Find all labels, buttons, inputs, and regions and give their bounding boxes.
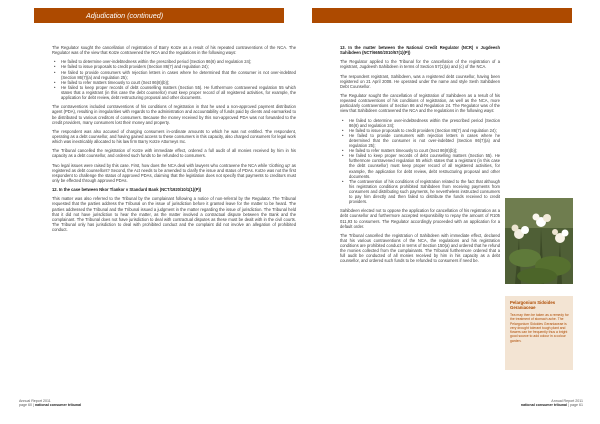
footer-left — [19, 399, 81, 408]
case-heading: 12. In the case between Nkor Tlankor v Standard Bank (NCT/1920/10/1(1)(P)) — [52, 187, 202, 193]
bullet-list — [340, 118, 500, 205]
bullet-list — [52, 59, 296, 100]
callout-title: Pelargonium Sidoides Geraniaceae — [510, 300, 556, 310]
bullet-item: • He failed to issue proposals to credit providers (Section 86(7) and regulation 24); — [61, 64, 296, 69]
paragraph: The Regulator sought the cancellation of registration of Barry Kotze as a result of his repeated contraventions of the NCA. The Regulator was of the view that Kotze contravened the NCA and the regulations in the following ways: — [52, 45, 296, 56]
footer-publication-name: national consumer tribunal — [520, 403, 568, 408]
paragraph: Two legal issues were raised by this case. First, how does the NCA deal with lawyers who contravene the NCA while 'clothing up' as registered as debt counsellors? Second, the Act needs to be amended to clarify the issue and status of PDAs. Kotze was not the first respondent to challenge the status of approved PDAs, claiming that the legislation does not specify that payments to creditors must only be effected through approved PDAs. — [52, 162, 296, 183]
paragraph: The Regulator sought the cancellation of registration of Sahibdeen as a result of his repeated contraventions of his conditions of registration, as well as the NCA, more particularly contraventions of Section 86 and Regulation 24. The Regulator was of the view that Sahibdeen contravened the NCA and the regulations in the following ways: — [340, 93, 500, 114]
bullet-item: • He failed to determine over-indebtedness within the prescribed period (Section 86(6) and regulation 24); — [61, 59, 296, 64]
footer-report-label: Annual Report 2011 — [551, 399, 583, 403]
section-title: Adjudication (continued) — [86, 11, 164, 20]
paragraph: The Regulator applied to the Tribunal for the cancellation of the registration of a registrant, Jugdeesh Sahibdeen in terms of Section 57(1)(a) and (c) of the NCA. — [340, 59, 500, 70]
footer-page-number: page 60 | — [19, 403, 34, 408]
middle-column — [340, 45, 500, 268]
footer-page-line — [19, 403, 81, 407]
paragraph: Sahibdeen elected not to oppose the application for cancellation of his registration as a debt counsellor and furthermore accepted responsibility to repay the amount of R105 011,93 to consumers. The Regulator accordingly proceeded with an application for a default order. — [340, 208, 500, 229]
bullet-item: • He failed to refer matters timeously to court (Sect 86(8)(b)); — [349, 148, 500, 153]
bullet-item: • He failed to keep proper records of debt counselling matters (Section 55). He furthermore contravened regulation 55 which states that a registrant (in this case the debt counsellor) must keep proper record of all registered activities, for example, the application for debt review, debt restructuring proposal and other documents. — [61, 85, 296, 100]
paragraph: The Tribunal cancelled the registration of Sahibdeen with immediate effect, declared that his various contraventions of the NCA, the regulations and his registration conditions are prohibited conduct in terms of Section 150(a) and ordered that he refund the monies collected from the complainants. The Tribunal furthermore ordered that a full audit be conducted of all monies received by him in his capacity as a debt counsellor, and ordered such funds to be refunded to consumers if need be. — [340, 232, 500, 264]
bullet-item: • The contravention of his conditions of registration related to the fact that although his registration conditions prohibited Sahibdeen from receiving payments from consumers and distributing such payments, he nevertheless instructed consumers to pay him directly and then failed to distribute the funds received to credit providers. — [349, 179, 500, 204]
callout-text: Tea may then be taken as a remedy for the treatment of stomach ache. The Pelargonium Sidoides Geraniaceae is very drought tolerant tough plant and flowers can be frequently thus a bright good source to add colour in a colour garden. — [510, 313, 569, 343]
footer-page-number: | page 61 — [568, 403, 583, 408]
paragraph: The contraventions included contraventions of his conditions of registration in that he used a non-approved payment distribution agent (PDA), resulting in irregularities with regards to the administration and accountability of funds paid by clients and earmarked to be distributed to various creditors of consumers. Because the money received by this non-approved PDA was not forwarded to the credit providers, many consumers lost their money and property. — [52, 104, 296, 125]
left-column — [52, 45, 296, 236]
flower-illustration — [505, 198, 573, 284]
case-heading: 13. In the matter between the National Credit Regulator (NCR) v Jugdeesh Sahibdeen (NCT/6650/2010/57(1)(P)) — [340, 45, 500, 56]
flower-photo — [505, 198, 573, 284]
bullet-item: • He failed to provide consumers with rejection letters in cases where he determined that the consumer is not over-indebted (Section 86(7)(a) and regulation 25); — [61, 70, 296, 80]
bullet-item: • He failed to determine over-indebtedness within the prescribed period (Section 86(6) and regulation 24); — [349, 118, 500, 128]
plant-callout-box — [505, 296, 573, 370]
footer-page-line — [521, 403, 583, 407]
footer-report-label: Annual Report 2011 — [19, 399, 51, 403]
footer-publication-name: national consumer tribunal — [34, 403, 82, 408]
paragraph: The respondent registrant, Sahibdeen, was a registered debt counsellor, having been registered on 21 April 2008. He operated under the name and style Sesh Sahibdeen Debt Counsellor. — [340, 73, 500, 89]
paragraph: The respondent was also accused of charging consumers in-ordinate amounts to which he was not entitled. The respondent, operating as a debt counsellor, and having gained access to these consumers in this capacity, also charged consumers for legal work which was inextricably allocated to his law firm Barry Kotze Attorneys Inc. — [52, 128, 296, 145]
footer-right — [521, 399, 583, 408]
bullet-item: • He failed to keep proper records of debt counselling matters (Section 55). He furthermore contravened regulation 55 which states that a registrant (in this case the debt counsellor) must keep proper record of all registered activities, for example, the application for debt review, debt restructuring proposal and other documents. — [349, 153, 500, 178]
bullet-item: • He failed to issue proposals to credit providers (Section 86(7) and regulation 24); — [349, 128, 500, 133]
bullet-item: • He failed to provide consumers with rejection letters in cases where he determined that the consumer is not over-indebted (Section 86(7)(a) and regulation 25); — [349, 133, 500, 148]
paragraph: This matter was also referred to the Tribunal by the complainant following a notice of non-referral by the Regulator. The Tribunal requested that the parties address the Tribunal on the issue of jurisdiction before it granted leave for the matter to be heard. The parties addressed the Tribunal and the Tribunal issued a judgment in the matter regarding the issue of jurisdiction. The Tribunal held that it did not have jurisdiction to hear the matter, as the matter involved a contractual dispute between the Bank and the complainant. The Tribunal does not have jurisdiction to deal with contractual disputes as these must be dealt with in the civil courts. The Tribunal only has jurisdiction to deal with prohibited conduct and the complaint did not involve an allegation of prohibited conduct. — [52, 196, 296, 232]
header-band-right — [312, 8, 572, 23]
paragraph: The Tribunal cancelled the registration of Kotze with immediate effect, ordered a full audit of all monies received by him in his capacity as a debt counsellor, and ordered such funds to be refunded to consumers. — [52, 148, 296, 159]
bullet-item: • He failed to refer matters timeously to court (Sect 86(8)(b)); — [61, 80, 296, 85]
header-bar — [0, 0, 600, 36]
